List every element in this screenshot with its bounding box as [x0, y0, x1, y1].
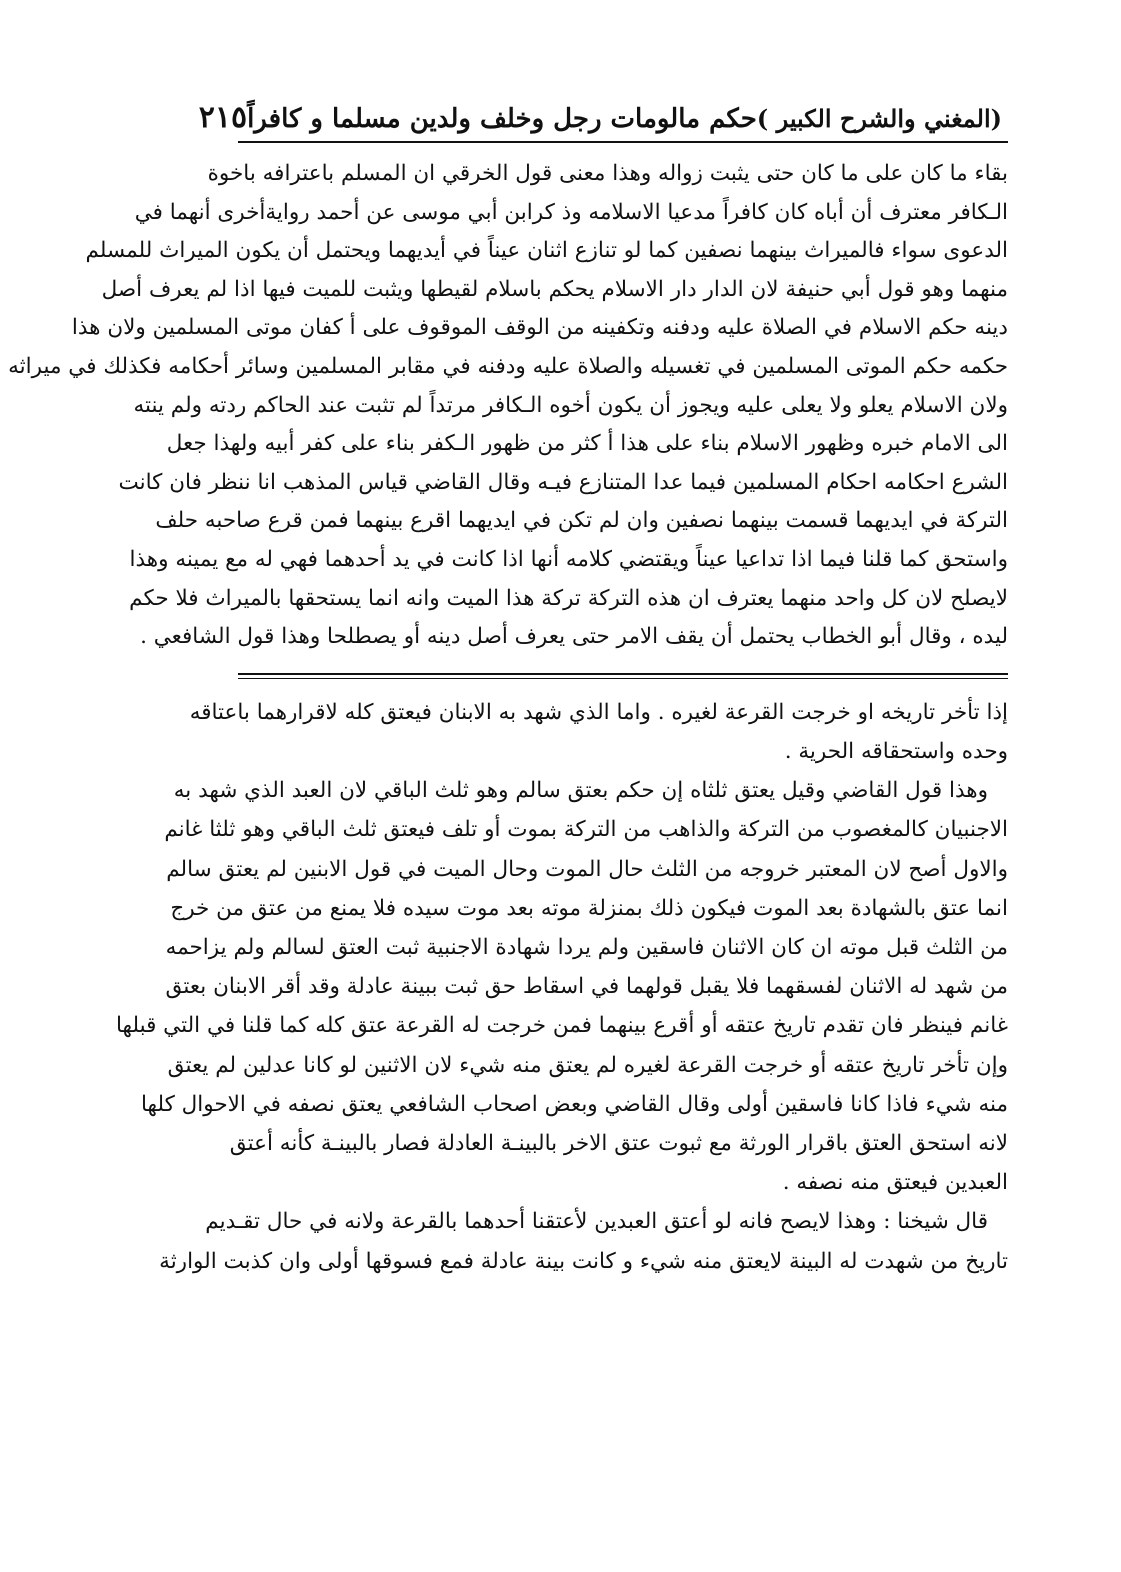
text-line: لانه استحق العتق باقرار الورثة مع ثبوت عتق الاخر بالبينـة العادلة فصار بالبينـة كأنه أعتق — [229, 1130, 1008, 1156]
lower-section — [116, 693, 1008, 1281]
text-line: تاريخ من شهدت له البينة لايعتق منه شيء و كانت بينة عادلة فمع فسوقها أولى وان كذبت الوارثة — [159, 1248, 1008, 1274]
running-header — [198, 100, 1008, 141]
text-line: وإن تأخر تاريخ عتقه أو خرجت القرعة لغيره لم يعتق منه شيء لان الاثنين لو كانا عدلين لم يعتق — [167, 1052, 1008, 1078]
header-rule — [238, 141, 1008, 143]
text-line: لايصلح لان كل واحد منهما يعترف ان هذه التركة تركة هذا الميت وانه انما يستحقها بالميراث فلا حكم — [129, 585, 1008, 611]
text-line: الى الامام خبره وظهور الاسلام بناء على هذا أ كثر من ظهور الـكفر بناء على كفر أبيه ولهذا جعل — [166, 431, 1008, 457]
text-line: وهذا قول القاضي وقيل يعتق ثلثاه إن حكم بعتق سالم وهو ثلث الباقي لان العبد الذي شهد به — [173, 778, 988, 804]
upper-paragraph — [8, 155, 1008, 657]
text-line: من الثلث قبل موته ان كان الاثنان فاسقين ولم يردا شهادة الاجنبية ثبت العتق لسالم ولم يزاحمه — [165, 934, 1008, 960]
text-line: الـكافر معترف أن أباه كان كافراً مدعيا الاسلامه وذ كرابن أبي موسى عن أحمد روايةأخرى أنهما في — [134, 199, 1008, 225]
text-line: منهما وهو قول أبي حنيفة لان الدار دار الاسلام يحكم باسلام لقيطها ويثبت للميت فيها اذا لم يعرف أصل — [101, 276, 1008, 302]
text-line: إذا تأخر تاريخه او خرجت القرعة لغيره . واما الذي شهد به الابنان فيعتق كله لاقرارهما باعتاقه — [189, 699, 1008, 725]
text-line: قال شيخنا : وهذا لايصح فانه لو أعتق العبدين لأعتقنا أحدهما بالقرعة ولانه في حال تقـديم — [205, 1209, 988, 1235]
text-line: واستحق كما قلنا فيما اذا تداعيا عيناً ويقتضي كلامه أنها اذا كانت في يد أحدهما فهي له مع يمينه وهذا — [129, 546, 1008, 572]
book-title: (المغني والشرح الكبير ) — [756, 104, 1002, 133]
text-line: منه شيء فاذا كانا فاسقين أولى وقال القاضي وبعض اصحاب الشافعي يعتق نصفه في الاحوال كلها — [141, 1091, 1008, 1117]
text-line: والاول أصح لان المعتبر خروجه من الثلث حال الموت وحال الميت في قول الابنين لم يعتق سالم — [166, 856, 1008, 882]
text-line: التركة في ايديهما قسمت بينهما نصفين وان لم تكن في ايديهما اقرع بينهما فمن قرع صاحبه حلف — [155, 508, 1008, 534]
page-number: ٢١٥ — [198, 100, 248, 135]
lower-paragraph-3 — [159, 1202, 1008, 1280]
book-page — [8, 100, 1008, 1281]
text-line: بقاء ما كان على ما كان حتى يثبت زواله وهذا معنى قول الخرقي ان المسلم باعترافه باخوة — [207, 161, 1008, 186]
text-line: دينه حكم الاسلام في الصلاة عليه ودفنه وتكفينه من الوقف الموقوف على أ كفان موتى المسلمين ولان هذا — [71, 315, 1008, 341]
text-line: العبدين فيعتق منه نصفه . — [782, 1170, 1008, 1196]
text-line: حكمه حكم الموتى المسلمين في تغسيله والصلاة عليه ودفنه في مقابر المسلمين وسائر أحكامه فكذلك في ميراثه — [8, 353, 1008, 379]
upper-section — [8, 155, 1008, 657]
text-line: الدعوى سواء فالميراث بينهما نصفين كما لو تنازع اثنان عيناً في أيديهما ويحتمل أن يكون الميراث للمسلم — [85, 238, 1008, 264]
text-line: انما عتق بالشهادة بعد الموت فيكون ذلك بمنزلة موته بعد موت سيده فلا يمنع من عتق من خرج — [170, 895, 1008, 921]
text-line: الشرع احكامه احكام المسلمين فيما عدا المتنازع فيـه وقال القاضي قياس المذهب انا ننظر فان كانت — [118, 469, 1008, 495]
text-line: غانم فينظر فان تقدم تاريخ عتقه أو أقرع بينهما فمن خرجت له القرعة عتق كله كما قلنا في التي قبلها — [116, 1013, 1008, 1039]
text-line: من شهد له الاثنان لفسقهما فلا يقبل قولهما في اسقاط حق ثبت ببينة عادلة وقد أقر الابنان بعتق — [165, 974, 1008, 1000]
chapter-title: حكم مالومات رجل وخلف ولدين مسلما و كافراً — [247, 104, 757, 134]
text-line: وحده واستحقاقه الحرية . — [784, 738, 1008, 764]
lower-paragraph-2 — [116, 771, 1008, 1202]
text-line: ليده ، وقال أبو الخطاب يحتمل أن يقف الامر حتى يعرف أصل دينه أو يصطلحا وهذا قول الشافعي . — [140, 624, 1008, 650]
section-divider — [238, 673, 1008, 679]
lower-paragraph-1 — [189, 693, 1008, 771]
text-line: الاجنبيان كالمغصوب من التركة والذاهب من التركة بموت أو تلف فيعتق ثلث الباقي وهو ثلثا غانم — [164, 817, 1008, 843]
text-line: ولان الاسلام يعلو ولا يعلى عليه ويجوز أن يكون أخوه الـكافر مرتداً لم تثبت عند الحاكم ردته ولم ينته — [133, 392, 1008, 418]
